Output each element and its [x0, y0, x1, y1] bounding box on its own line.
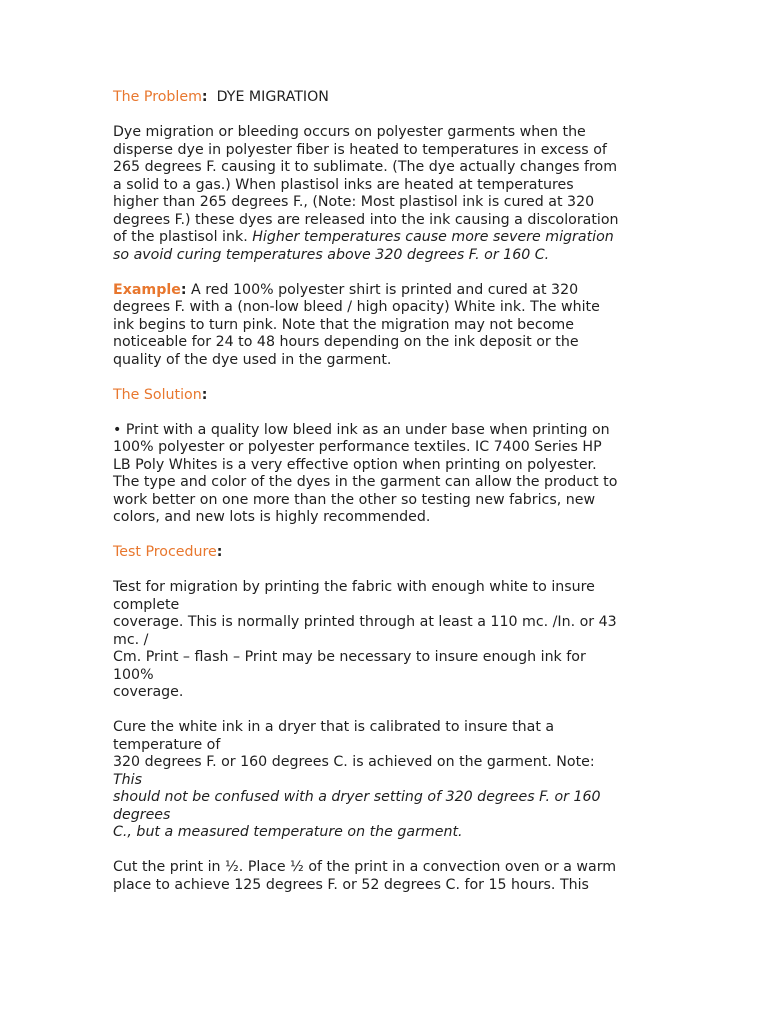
solution-paragraph: [113, 422, 658, 527]
procedure-label: Test Procedure: [113, 544, 217, 560]
procedure-line: coverage. This is normally printed through at least a 110 mc. /In. or 43: [113, 614, 617, 630]
example-line: ink begins to turn pink. Note that the migration may not become: [113, 316, 574, 333]
document-page: [113, 89, 658, 912]
procedure-paragraph-2: [113, 719, 658, 842]
procedure-paragraph-1: [113, 579, 658, 702]
solution-line: 100% polyester or polyester performance textiles. IC 7400 Series HP: [113, 439, 602, 455]
procedure-line: coverage.: [113, 684, 184, 700]
procedure-line: Test for migration by printing the fabric with enough white to insure: [113, 579, 595, 595]
solution-heading: [113, 387, 658, 405]
problem-line: degrees F.) these dyes are released into the ink causing a discoloration: [113, 211, 619, 228]
problem-line: disperse dye in polyester fiber is heated to temperatures in excess of: [113, 141, 607, 158]
procedure-line: place to achieve 125 degrees F. or 52 degrees C. for 15 hours. This: [113, 876, 589, 893]
example-colon: :: [180, 281, 187, 298]
procedure-emphasis-line: C., but a measured temperature on the garment.: [113, 824, 463, 840]
solution-line: LB Poly Whites is a very effective option when printing on polyester.: [113, 456, 597, 473]
problem-emphasis: Higher temperatures cause more severe migration: [252, 229, 614, 245]
procedure-line: mc. /: [113, 631, 149, 648]
example-paragraph: [113, 282, 658, 370]
procedure-paragraph-3: [113, 859, 658, 894]
procedure-heading: [113, 544, 658, 562]
procedure-line: 100%: [113, 666, 154, 683]
solution-line: The type and color of the dyes in the garment can allow the product to: [113, 474, 618, 490]
procedure-line: Cure the white ink in a dryer that is calibrated to insure that a: [113, 719, 555, 735]
problem-heading: [113, 89, 658, 107]
problem-line: a solid to a gas.) When plastisol inks are heated at temperatures: [113, 176, 574, 193]
procedure-emphasis-line: degrees: [113, 806, 171, 823]
example-label: Example: [113, 281, 181, 298]
problem-colon: :: [201, 89, 208, 105]
solution-line: work better on one more than the other so testing new fabrics, new: [113, 491, 596, 508]
example-line: quality of the dye used in the garment.: [113, 351, 392, 368]
example-line: noticeable for 24 to 48 hours depending on the ink deposit or the: [113, 334, 579, 350]
solution-label: The Solution: [113, 386, 202, 403]
solution-line: • Print with a quality low bleed ink as an under base when printing on: [113, 421, 610, 438]
solution-line: colors, and new lots is highly recommended.: [113, 509, 431, 525]
problem-line: 265 degrees F. causing it to sublimate. (The dye actually changes from: [113, 159, 618, 175]
problem-paragraph: [113, 124, 658, 264]
example-first-line: [113, 282, 658, 300]
problem-line-plain: of the plastisol ink.: [113, 229, 253, 245]
problem-title: DYE MIGRATION: [216, 89, 329, 105]
example-line: degrees F. with a (non-low bleed / high opacity) White ink. The white: [113, 299, 600, 315]
problem-label: The Problem: [113, 89, 202, 105]
procedure-line: Cm. Print – flash – Print may be necessary to insure enough ink for: [113, 649, 586, 665]
problem-line: higher than 265 degrees F., (Note: Most plastisol ink is cured at 320: [113, 194, 595, 210]
problem-emphasis-line: so avoid curing temperatures above 320 degrees F. or 160 C.: [113, 246, 550, 263]
procedure-emphasis-line: This: [113, 771, 142, 788]
procedure-line: 320 degrees F. or 160 degrees C. is achieved on the garment. Note:: [113, 754, 595, 770]
problem-line-mixed: [113, 229, 658, 247]
example-first-line-text: A red 100% polyester shirt is printed and cured at 320: [186, 281, 579, 298]
procedure-emphasis-line: should not be confused with a dryer setting of 320 degrees F. or 160: [113, 789, 601, 805]
procedure-line: complete: [113, 596, 180, 613]
procedure-line: temperature of: [113, 736, 221, 753]
procedure-colon: :: [216, 544, 223, 560]
solution-colon: :: [201, 386, 208, 403]
procedure-line: Cut the print in ½. Place ½ of the print in a convection oven or a warm: [113, 859, 617, 875]
problem-line: Dye migration or bleeding occurs on polyester garments when the: [113, 124, 586, 140]
